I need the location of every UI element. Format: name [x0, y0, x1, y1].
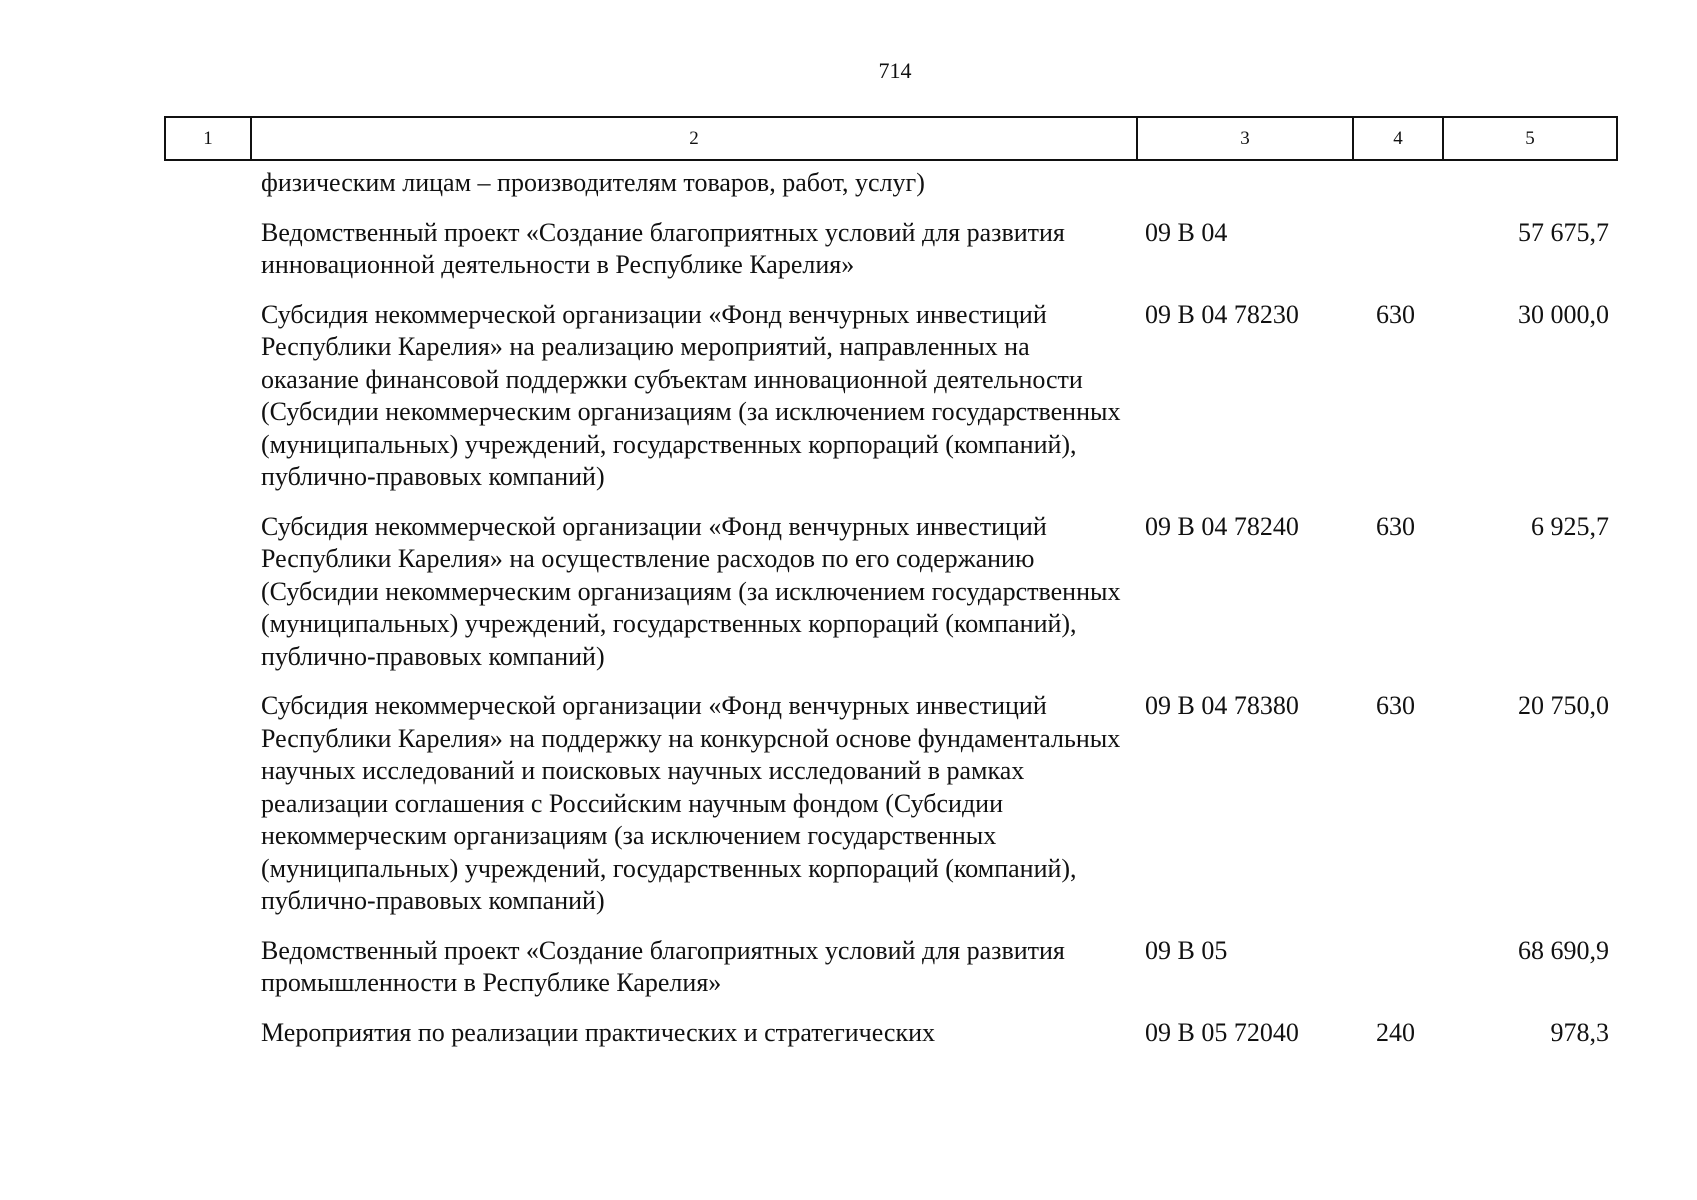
table-row [165, 673, 1617, 918]
row-name: Субсидия некоммерческой организации «Фонд венчурных инвестиций Республики Карелия» на осуществление расходов по его содержанию (Субсидии некоммерческим организациям (за исключением государственных (муниципальных) учреждений, государственных корпораций (компаний), публично-правовых компаний) [261, 511, 1121, 671]
table-body [165, 160, 1617, 1049]
row-code: 09 В 04 78240 [1145, 511, 1299, 541]
row-sum: 68 690,9 [1518, 935, 1609, 965]
header-col-1: 1 [165, 117, 251, 160]
row-name: Ведомственный проект «Создание благоприятных условий для развития инновационной деятельности в Республике Карелия» [261, 217, 1065, 279]
header-row [165, 117, 1617, 160]
table-row [165, 282, 1617, 494]
header-col-3: 3 [1137, 117, 1353, 160]
row-sum: 978,3 [1550, 1017, 1609, 1047]
table-row [165, 494, 1617, 674]
table-header [165, 117, 1617, 160]
row-expense-type [1353, 200, 1443, 282]
page-number: 714 [878, 58, 912, 83]
table-row [165, 1000, 1617, 1050]
row-number-cell [165, 160, 251, 200]
row-expense-type [1353, 160, 1443, 200]
row-code: 09 В 05 72040 [1145, 1017, 1299, 1047]
row-number-cell [165, 673, 251, 918]
row-sum: 57 675,7 [1518, 217, 1609, 247]
row-number-cell [165, 282, 251, 494]
row-name: физическим лицам – производителям товаров, работ, услуг) [261, 168, 925, 197]
budget-table [164, 116, 1618, 1049]
row-number-cell [165, 200, 251, 282]
row-name: Ведомственный проект «Создание благоприятных условий для развития промышленности в Республике Карелия» [261, 935, 1065, 997]
row-sum [1443, 160, 1617, 200]
header-col-4: 4 [1353, 117, 1443, 160]
table-row [165, 918, 1617, 1000]
row-sum: 30 000,0 [1518, 299, 1609, 329]
row-code: 09 В 04 78230 [1145, 299, 1299, 329]
row-sum: 6 925,7 [1531, 511, 1609, 541]
row-code: 09 В 05 [1145, 935, 1228, 965]
row-number-cell [165, 494, 251, 674]
row-expense-type: 630 [1376, 299, 1415, 329]
row-expense-type [1353, 918, 1443, 1000]
row-name: Субсидия некоммерческой организации «Фонд венчурных инвестиций Республики Карелия» на реализацию мероприятий, направленных на оказание финансовой поддержки субъектам инновационной деятельности (Субсидии некоммерческим организациям (за исключением государственных (муниципальных) учреждений, государственных корпораций (компаний), публично-правовых компаний) [261, 299, 1121, 491]
row-sum: 20 750,0 [1518, 691, 1609, 720]
row-code: 09 В 04 78380 [1145, 691, 1299, 720]
row-expense-type: 630 [1376, 511, 1415, 541]
row-name: Мероприятия по реализации практических и стратегических [261, 1017, 936, 1047]
row-code [1137, 160, 1353, 200]
row-number-cell [165, 1000, 251, 1050]
table-row [165, 200, 1617, 282]
table-row [165, 160, 1617, 200]
row-name: Субсидия некоммерческой организации «Фонд венчурных инвестиций Республики Карелия» на поддержку на конкурсной основе фундаментальных научных исследований и поисковых научных исследований в рамках реализации соглашения с Российским научным фондом (Субсидии некоммерческим организациям (за исключением государственных (муниципальных) учреждений, государственных корпораций (компаний), публично-правовых компаний) [261, 691, 1121, 915]
row-expense-type: 240 [1376, 1017, 1415, 1047]
row-number-cell [165, 918, 251, 1000]
header-col-2: 2 [251, 117, 1137, 160]
header-col-5: 5 [1443, 117, 1617, 160]
row-expense-type: 630 [1376, 691, 1415, 720]
row-code: 09 В 04 [1145, 217, 1228, 247]
